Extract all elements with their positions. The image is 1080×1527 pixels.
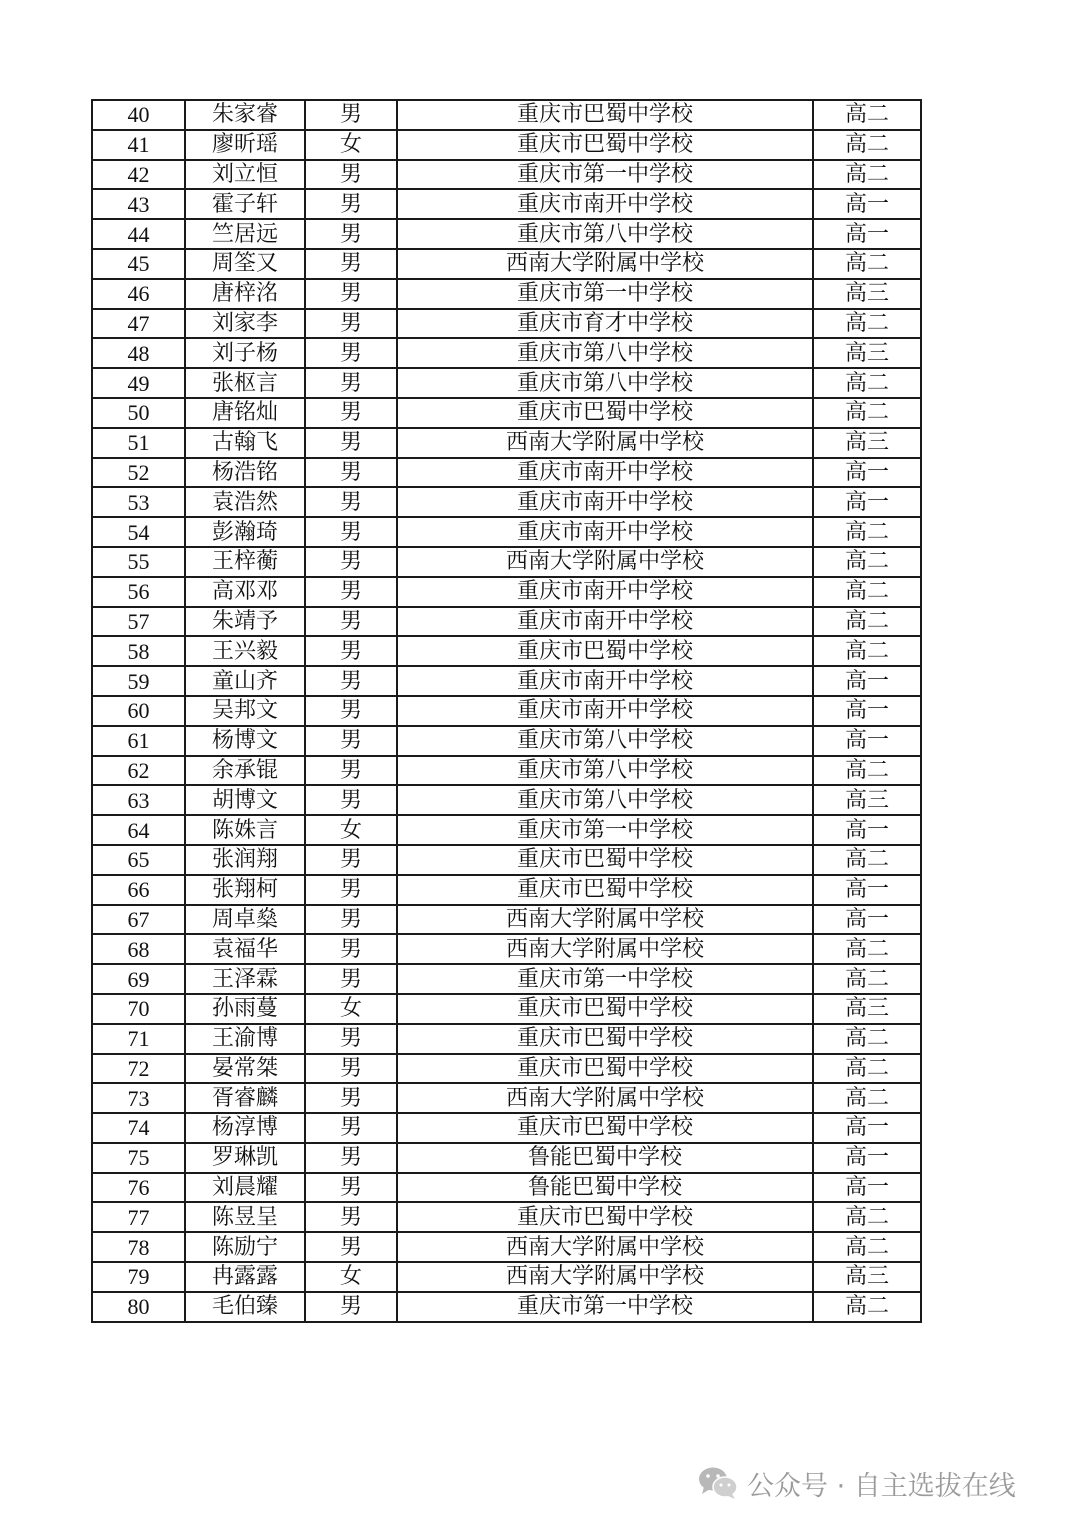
cell-number: 71 — [92, 1024, 185, 1054]
cell-name: 张翔柯 — [185, 875, 305, 905]
cell-gender: 女 — [305, 994, 397, 1024]
table-row — [92, 160, 921, 190]
cell-gender: 男 — [305, 517, 397, 547]
cell-gender: 男 — [305, 458, 397, 488]
cell-grade: 高二 — [813, 1083, 921, 1113]
table-row — [92, 249, 921, 279]
watermark — [697, 1463, 1016, 1503]
cell-school: 西南大学附属中学校 — [397, 249, 813, 279]
table-row — [92, 815, 921, 845]
cell-school: 西南大学附属中学校 — [397, 1232, 813, 1262]
cell-number: 79 — [92, 1262, 185, 1292]
cell-name: 刘晨耀 — [185, 1173, 305, 1203]
cell-name: 晏常桀 — [185, 1054, 305, 1084]
cell-gender: 男 — [305, 1173, 397, 1203]
cell-school: 重庆市南开中学校 — [397, 607, 813, 637]
cell-number: 53 — [92, 487, 185, 517]
table-row — [92, 845, 921, 875]
cell-name: 孙雨蔓 — [185, 994, 305, 1024]
cell-name: 罗琳凯 — [185, 1143, 305, 1173]
cell-school: 重庆市南开中学校 — [397, 696, 813, 726]
cell-name: 唐梓洺 — [185, 279, 305, 309]
cell-gender: 男 — [305, 249, 397, 279]
cell-name: 吴邦文 — [185, 696, 305, 726]
cell-name: 刘家李 — [185, 309, 305, 339]
cell-school: 西南大学附属中学校 — [397, 905, 813, 935]
cell-school: 重庆市第八中学校 — [397, 338, 813, 368]
cell-grade: 高二 — [813, 845, 921, 875]
cell-name: 朱靖予 — [185, 607, 305, 637]
cell-name: 古翰飞 — [185, 428, 305, 458]
table-row — [92, 309, 921, 339]
cell-gender: 男 — [305, 696, 397, 726]
cell-grade: 高一 — [813, 487, 921, 517]
table-row — [92, 607, 921, 637]
cell-grade: 高二 — [813, 1202, 921, 1232]
watermark-text: 公众号 · 自主选拔在线 — [747, 1470, 1016, 1502]
table-row — [92, 905, 921, 935]
cell-number: 73 — [92, 1083, 185, 1113]
table-row — [92, 130, 921, 160]
cell-gender: 男 — [305, 219, 397, 249]
cell-name: 廖昕瑶 — [185, 130, 305, 160]
table-row — [92, 1143, 921, 1173]
cell-name: 周卓燊 — [185, 905, 305, 935]
cell-grade: 高二 — [813, 607, 921, 637]
cell-grade: 高三 — [813, 428, 921, 458]
table-row — [92, 994, 921, 1024]
cell-number: 63 — [92, 785, 185, 815]
cell-name: 杨浩铭 — [185, 458, 305, 488]
cell-gender: 男 — [305, 100, 397, 130]
cell-grade: 高二 — [813, 934, 921, 964]
cell-name: 霍子轩 — [185, 189, 305, 219]
cell-school: 重庆市巴蜀中学校 — [397, 130, 813, 160]
cell-grade: 高一 — [813, 726, 921, 756]
table-row — [92, 487, 921, 517]
cell-school: 重庆市巴蜀中学校 — [397, 1054, 813, 1084]
cell-grade: 高三 — [813, 994, 921, 1024]
cell-number: 58 — [92, 636, 185, 666]
cell-school: 重庆市第一中学校 — [397, 1292, 813, 1322]
table-row — [92, 1024, 921, 1054]
cell-school: 重庆市育才中学校 — [397, 309, 813, 339]
cell-gender: 男 — [305, 1202, 397, 1232]
cell-grade: 高二 — [813, 756, 921, 786]
cell-number: 60 — [92, 696, 185, 726]
cell-gender: 男 — [305, 636, 397, 666]
cell-gender: 男 — [305, 547, 397, 577]
cell-school: 重庆市巴蜀中学校 — [397, 100, 813, 130]
cell-name: 陈励宁 — [185, 1232, 305, 1262]
cell-name: 胡博文 — [185, 785, 305, 815]
cell-grade: 高二 — [813, 249, 921, 279]
cell-grade: 高二 — [813, 577, 921, 607]
cell-name: 王渝博 — [185, 1024, 305, 1054]
cell-gender: 男 — [305, 785, 397, 815]
cell-grade: 高二 — [813, 636, 921, 666]
cell-name: 袁福华 — [185, 934, 305, 964]
cell-number: 56 — [92, 577, 185, 607]
table-row — [92, 279, 921, 309]
cell-gender: 男 — [305, 1232, 397, 1262]
cell-school: 重庆市第八中学校 — [397, 219, 813, 249]
cell-name: 胥睿麟 — [185, 1083, 305, 1113]
table-row — [92, 368, 921, 398]
table-row — [92, 1232, 921, 1262]
cell-gender: 男 — [305, 607, 397, 637]
cell-school: 西南大学附属中学校 — [397, 547, 813, 577]
table-row — [92, 547, 921, 577]
cell-number: 44 — [92, 219, 185, 249]
cell-number: 77 — [92, 1202, 185, 1232]
cell-grade: 高一 — [813, 219, 921, 249]
table-row — [92, 1202, 921, 1232]
cell-grade: 高三 — [813, 279, 921, 309]
cell-grade: 高二 — [813, 517, 921, 547]
table-row — [92, 577, 921, 607]
cell-name: 朱家睿 — [185, 100, 305, 130]
table-row — [92, 219, 921, 249]
cell-school: 重庆市巴蜀中学校 — [397, 845, 813, 875]
cell-grade: 高一 — [813, 1143, 921, 1173]
cell-school: 重庆市巴蜀中学校 — [397, 1113, 813, 1143]
cell-gender: 男 — [305, 189, 397, 219]
cell-number: 41 — [92, 130, 185, 160]
table-row — [92, 517, 921, 547]
cell-number: 67 — [92, 905, 185, 935]
cell-name: 王梓蘅 — [185, 547, 305, 577]
cell-gender: 男 — [305, 577, 397, 607]
cell-gender: 男 — [305, 905, 397, 935]
table-row — [92, 726, 921, 756]
cell-name: 杨博文 — [185, 726, 305, 756]
cell-grade: 高一 — [813, 458, 921, 488]
cell-gender: 男 — [305, 398, 397, 428]
cell-name: 刘立恒 — [185, 160, 305, 190]
cell-number: 62 — [92, 756, 185, 786]
cell-gender: 男 — [305, 1113, 397, 1143]
cell-name: 冉露露 — [185, 1262, 305, 1292]
cell-school: 重庆市巴蜀中学校 — [397, 636, 813, 666]
table-row — [92, 696, 921, 726]
cell-grade: 高二 — [813, 100, 921, 130]
cell-name: 唐铭灿 — [185, 398, 305, 428]
cell-name: 竺居远 — [185, 219, 305, 249]
cell-school: 重庆市第一中学校 — [397, 964, 813, 994]
cell-number: 64 — [92, 815, 185, 845]
cell-school: 重庆市巴蜀中学校 — [397, 994, 813, 1024]
cell-grade: 高二 — [813, 160, 921, 190]
cell-name: 杨淳博 — [185, 1113, 305, 1143]
cell-number: 47 — [92, 309, 185, 339]
cell-grade: 高二 — [813, 1232, 921, 1262]
cell-school: 重庆市南开中学校 — [397, 487, 813, 517]
table-row — [92, 875, 921, 905]
cell-grade: 高二 — [813, 309, 921, 339]
cell-number: 48 — [92, 338, 185, 368]
cell-school: 西南大学附属中学校 — [397, 428, 813, 458]
cell-grade: 高二 — [813, 368, 921, 398]
cell-school: 重庆市巴蜀中学校 — [397, 398, 813, 428]
cell-school: 重庆市第八中学校 — [397, 368, 813, 398]
table-row — [92, 189, 921, 219]
cell-school: 重庆市第八中学校 — [397, 756, 813, 786]
cell-grade: 高二 — [813, 1054, 921, 1084]
cell-name: 袁浩然 — [185, 487, 305, 517]
cell-school: 重庆市第八中学校 — [397, 785, 813, 815]
cell-school: 西南大学附属中学校 — [397, 934, 813, 964]
cell-name: 陈姝言 — [185, 815, 305, 845]
table-row — [92, 666, 921, 696]
cell-grade: 高一 — [813, 1173, 921, 1203]
cell-gender: 男 — [305, 845, 397, 875]
cell-grade: 高三 — [813, 338, 921, 368]
cell-name: 高邓邓 — [185, 577, 305, 607]
cell-gender: 男 — [305, 1143, 397, 1173]
cell-name: 刘子杨 — [185, 338, 305, 368]
table-row — [92, 756, 921, 786]
cell-number: 59 — [92, 666, 185, 696]
cell-number: 74 — [92, 1113, 185, 1143]
cell-number: 57 — [92, 607, 185, 637]
cell-gender: 女 — [305, 1262, 397, 1292]
cell-school: 重庆市南开中学校 — [397, 458, 813, 488]
cell-number: 43 — [92, 189, 185, 219]
cell-gender: 女 — [305, 130, 397, 160]
cell-school: 鲁能巴蜀中学校 — [397, 1143, 813, 1173]
table-row — [92, 785, 921, 815]
cell-grade: 高二 — [813, 130, 921, 160]
cell-number: 75 — [92, 1143, 185, 1173]
table-row — [92, 1083, 921, 1113]
cell-grade: 高一 — [813, 875, 921, 905]
cell-school: 重庆市南开中学校 — [397, 517, 813, 547]
cell-gender: 男 — [305, 368, 397, 398]
cell-gender: 男 — [305, 666, 397, 696]
cell-school: 重庆市南开中学校 — [397, 189, 813, 219]
cell-grade: 高三 — [813, 1262, 921, 1292]
cell-grade: 高一 — [813, 666, 921, 696]
cell-school: 重庆市第一中学校 — [397, 815, 813, 845]
cell-name: 张枢言 — [185, 368, 305, 398]
cell-number: 61 — [92, 726, 185, 756]
cell-number: 49 — [92, 368, 185, 398]
table-row — [92, 1292, 921, 1322]
student-roster-table — [91, 99, 922, 1323]
cell-gender: 男 — [305, 309, 397, 339]
cell-name: 童山齐 — [185, 666, 305, 696]
cell-number: 70 — [92, 994, 185, 1024]
cell-grade: 高二 — [813, 547, 921, 577]
cell-grade: 高一 — [813, 815, 921, 845]
table-row — [92, 934, 921, 964]
cell-name: 张润翔 — [185, 845, 305, 875]
cell-grade: 高二 — [813, 1024, 921, 1054]
cell-number: 40 — [92, 100, 185, 130]
cell-name: 陈昱呈 — [185, 1202, 305, 1232]
cell-number: 46 — [92, 279, 185, 309]
table-row — [92, 338, 921, 368]
cell-number: 55 — [92, 547, 185, 577]
cell-number: 66 — [92, 875, 185, 905]
roster-body — [92, 100, 921, 1322]
cell-school: 重庆市巴蜀中学校 — [397, 875, 813, 905]
cell-number: 54 — [92, 517, 185, 547]
table-row — [92, 1113, 921, 1143]
cell-school: 西南大学附属中学校 — [397, 1083, 813, 1113]
cell-name: 王兴毅 — [185, 636, 305, 666]
cell-gender: 男 — [305, 964, 397, 994]
cell-grade: 高一 — [813, 905, 921, 935]
wechat-icon — [697, 1465, 739, 1501]
table-row — [92, 100, 921, 130]
cell-name: 彭瀚琦 — [185, 517, 305, 547]
cell-gender: 男 — [305, 160, 397, 190]
table-row — [92, 458, 921, 488]
cell-number: 50 — [92, 398, 185, 428]
table-row — [92, 1054, 921, 1084]
cell-name: 余承锟 — [185, 756, 305, 786]
cell-grade: 高一 — [813, 1113, 921, 1143]
table-row — [92, 398, 921, 428]
cell-gender: 男 — [305, 1054, 397, 1084]
cell-number: 69 — [92, 964, 185, 994]
cell-grade: 高一 — [813, 189, 921, 219]
cell-gender: 男 — [305, 1292, 397, 1322]
cell-number: 42 — [92, 160, 185, 190]
cell-grade: 高一 — [813, 696, 921, 726]
cell-school: 重庆市第一中学校 — [397, 160, 813, 190]
cell-number: 45 — [92, 249, 185, 279]
cell-school: 重庆市巴蜀中学校 — [397, 1202, 813, 1232]
table-row — [92, 1173, 921, 1203]
cell-school: 重庆市巴蜀中学校 — [397, 1024, 813, 1054]
cell-gender: 男 — [305, 934, 397, 964]
cell-gender: 男 — [305, 279, 397, 309]
cell-gender: 男 — [305, 875, 397, 905]
cell-name: 周筌又 — [185, 249, 305, 279]
cell-school: 重庆市第一中学校 — [397, 279, 813, 309]
cell-gender: 男 — [305, 756, 397, 786]
cell-gender: 男 — [305, 1024, 397, 1054]
cell-number: 51 — [92, 428, 185, 458]
cell-grade: 高三 — [813, 785, 921, 815]
cell-gender: 男 — [305, 428, 397, 458]
cell-gender: 男 — [305, 338, 397, 368]
cell-school: 鲁能巴蜀中学校 — [397, 1173, 813, 1203]
table-row — [92, 428, 921, 458]
table-row — [92, 636, 921, 666]
cell-grade: 高二 — [813, 964, 921, 994]
cell-number: 65 — [92, 845, 185, 875]
table-row — [92, 1262, 921, 1292]
cell-name: 王泽霖 — [185, 964, 305, 994]
cell-grade: 高二 — [813, 398, 921, 428]
cell-grade: 高二 — [813, 1292, 921, 1322]
cell-school: 重庆市南开中学校 — [397, 666, 813, 696]
cell-number: 68 — [92, 934, 185, 964]
cell-school: 西南大学附属中学校 — [397, 1262, 813, 1292]
cell-school: 重庆市南开中学校 — [397, 577, 813, 607]
cell-gender: 男 — [305, 726, 397, 756]
cell-number: 52 — [92, 458, 185, 488]
table-row — [92, 964, 921, 994]
cell-school: 重庆市第八中学校 — [397, 726, 813, 756]
cell-gender: 男 — [305, 1083, 397, 1113]
cell-name: 毛伯臻 — [185, 1292, 305, 1322]
cell-number: 76 — [92, 1173, 185, 1203]
cell-number: 78 — [92, 1232, 185, 1262]
cell-number: 72 — [92, 1054, 185, 1084]
cell-gender: 女 — [305, 815, 397, 845]
cell-number: 80 — [92, 1292, 185, 1322]
cell-gender: 男 — [305, 487, 397, 517]
